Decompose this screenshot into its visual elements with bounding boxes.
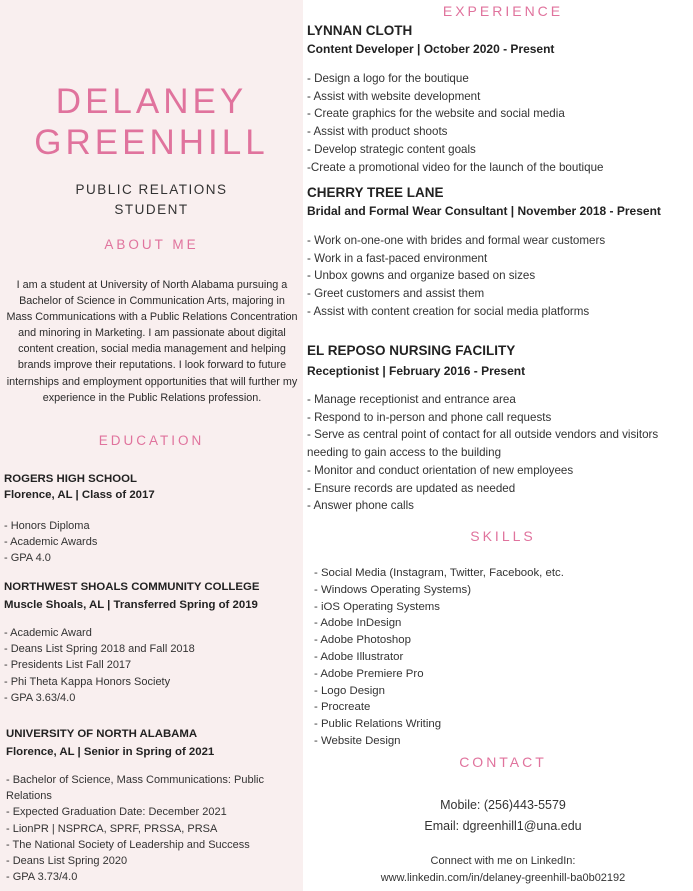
list-item: - Deans List Spring 2020 (6, 855, 128, 868)
list-item: - Create graphics for the website and social media (307, 107, 565, 121)
list-item: - Work on-one-one with brides and formal wear customers (307, 234, 606, 247)
skills-heading: SKILLS (470, 528, 536, 544)
job-company: EL REPOSO NURSING FACILITY (307, 343, 516, 358)
list-item: - Public Relations Writing (314, 718, 442, 731)
list-item: - Presidents List Fall 2017 (4, 659, 132, 672)
list-item: - Unbox gowns and organize based on sizes (307, 269, 536, 283)
job-company: LYNNAN CLOTH (307, 23, 413, 38)
job-items (307, 391, 689, 515)
experience-heading: EXPERIENCE (442, 3, 564, 19)
list-item: - Adobe Photoshop (314, 634, 411, 647)
school-una (6, 726, 300, 885)
list-item: - Adobe Illustrator (314, 650, 404, 663)
list-item: - iOS Operating Systems (314, 600, 440, 613)
list-item: - Academic Awards (4, 536, 98, 549)
list-item: - Academic Award (4, 627, 92, 639)
school-rogers (4, 471, 300, 567)
list-item: - Social Media (Instagram, Twitter, Facebook, etc. (314, 567, 564, 579)
list-item: - Monitor and conduct orientation of new employees (307, 463, 574, 477)
school-name: UNIVERSITY OF NORTH ALABAMA (6, 728, 198, 740)
linkedin-label: Connect with me on LinkedIn: (430, 855, 576, 867)
list-item: - Windows Operating Systems) (314, 583, 471, 596)
list-item: - Procreate (314, 701, 371, 714)
about-text: I am a student at University of North Alabama pursuing a Bachelor of Science in Communication Arts, majoring in Mass Communications with a Public Relations Concentration and minoring in Marketing. I am passionate about digital content creation, social media management and helping brands improve their reputations. I look forward to future internships and employment opportunities that will further my experience in the Public Relations profession. (6, 279, 298, 404)
job-role: Receptionist | February 2016 - Present (307, 364, 526, 378)
list-item: -Create a promotional video for the launch of the boutique (307, 160, 604, 174)
school-northwest-shoals (4, 579, 300, 706)
list-item: - Expected Graduation Date: December 2021 (6, 806, 227, 819)
job-lynnan-cloth (307, 22, 693, 176)
list-item: - The National Society of Leadership and Success (6, 838, 250, 851)
contact-mobile: Mobile: (256)443-5579 (440, 798, 566, 812)
school-name: NORTHWEST SHOALS COMMUNITY COLLEGE (4, 581, 260, 593)
list-item: - Website Design (314, 734, 401, 747)
list-item: - Develop strategic content goals (307, 142, 476, 156)
job-cherry-tree-lane (307, 184, 693, 321)
job-role: Content Developer | October 2020 - Present (307, 42, 555, 56)
list-item: - Ensure records are updated as needed (307, 481, 516, 495)
list-item: - Adobe InDesign (314, 617, 402, 630)
education-heading: EDUCATION (98, 433, 205, 448)
list-item: - Work in a fast-paced environment (307, 251, 488, 265)
job-items (307, 232, 693, 321)
list-item: - Assist with content creation for social media platforms (307, 304, 590, 318)
title-line-1: PUBLIC RELATIONS (75, 182, 228, 197)
list-item: - Serve as central point of contact for all outside vendors and visitors needing to gain access to the building (307, 428, 659, 460)
linkedin-link[interactable]: www.linkedin.com/in/delaney-greenhill-ba0b02192 (380, 872, 626, 884)
last-name: GREENHILL (34, 123, 269, 162)
list-item: - Greet customers and assist them (307, 287, 485, 301)
list-item: - LionPR | NSPRCA, SPRF, PRSSA, PRSA (6, 822, 218, 835)
list-item: - Logo Design (314, 684, 385, 697)
job-items (307, 70, 693, 176)
list-item: - Design a logo for the boutique (307, 72, 469, 85)
first-name: DELANEY (55, 82, 248, 121)
list-item: - Adobe Premiere Pro (314, 667, 424, 680)
school-items (6, 772, 286, 885)
list-item: - Assist with product shoots (307, 125, 448, 139)
about-heading: ABOUT ME (104, 237, 199, 252)
job-role: Bridal and Formal Wear Consultant | November 2018 - Present (307, 204, 661, 218)
list-item: - Deans List Spring 2018 and Fall 2018 (4, 643, 195, 656)
contact-email[interactable]: Email: dgreenhill1@una.edu (424, 819, 582, 833)
school-detail: Florence, AL | Class of 2017 (4, 489, 155, 501)
school-detail: Florence, AL | Senior in Spring of 2021 (6, 746, 215, 758)
list-item: - Honors Diploma (4, 520, 90, 532)
title-line-2: STUDENT (114, 202, 189, 217)
school-items (4, 625, 300, 706)
contact-heading: CONTACT (459, 754, 547, 770)
job-company: CHERRY TREE LANE (307, 185, 444, 200)
list-item: - Respond to in-person and phone call requests (307, 410, 552, 424)
list-item: - Bachelor of Science, Mass Communications: Public Relations (6, 774, 264, 803)
list-item: - GPA 3.73/4.0 (6, 871, 78, 884)
school-detail: Muscle Shoals, AL | Transferred Spring of 2019 (4, 599, 258, 611)
list-item: - GPA 3.63/4.0 (4, 691, 76, 704)
list-item: - Answer phone calls (307, 499, 414, 513)
job-el-reposo (307, 342, 689, 515)
list-item: - Manage receptionist and entrance area (307, 393, 516, 406)
list-item: - Assist with website development (307, 89, 481, 103)
list-item: - GPA 4.0 (4, 552, 51, 565)
school-name: ROGERS HIGH SCHOOL (4, 473, 137, 485)
school-items (4, 518, 300, 567)
list-item: - Phi Theta Kappa Honors Society (4, 675, 171, 688)
skills-list (314, 565, 690, 750)
